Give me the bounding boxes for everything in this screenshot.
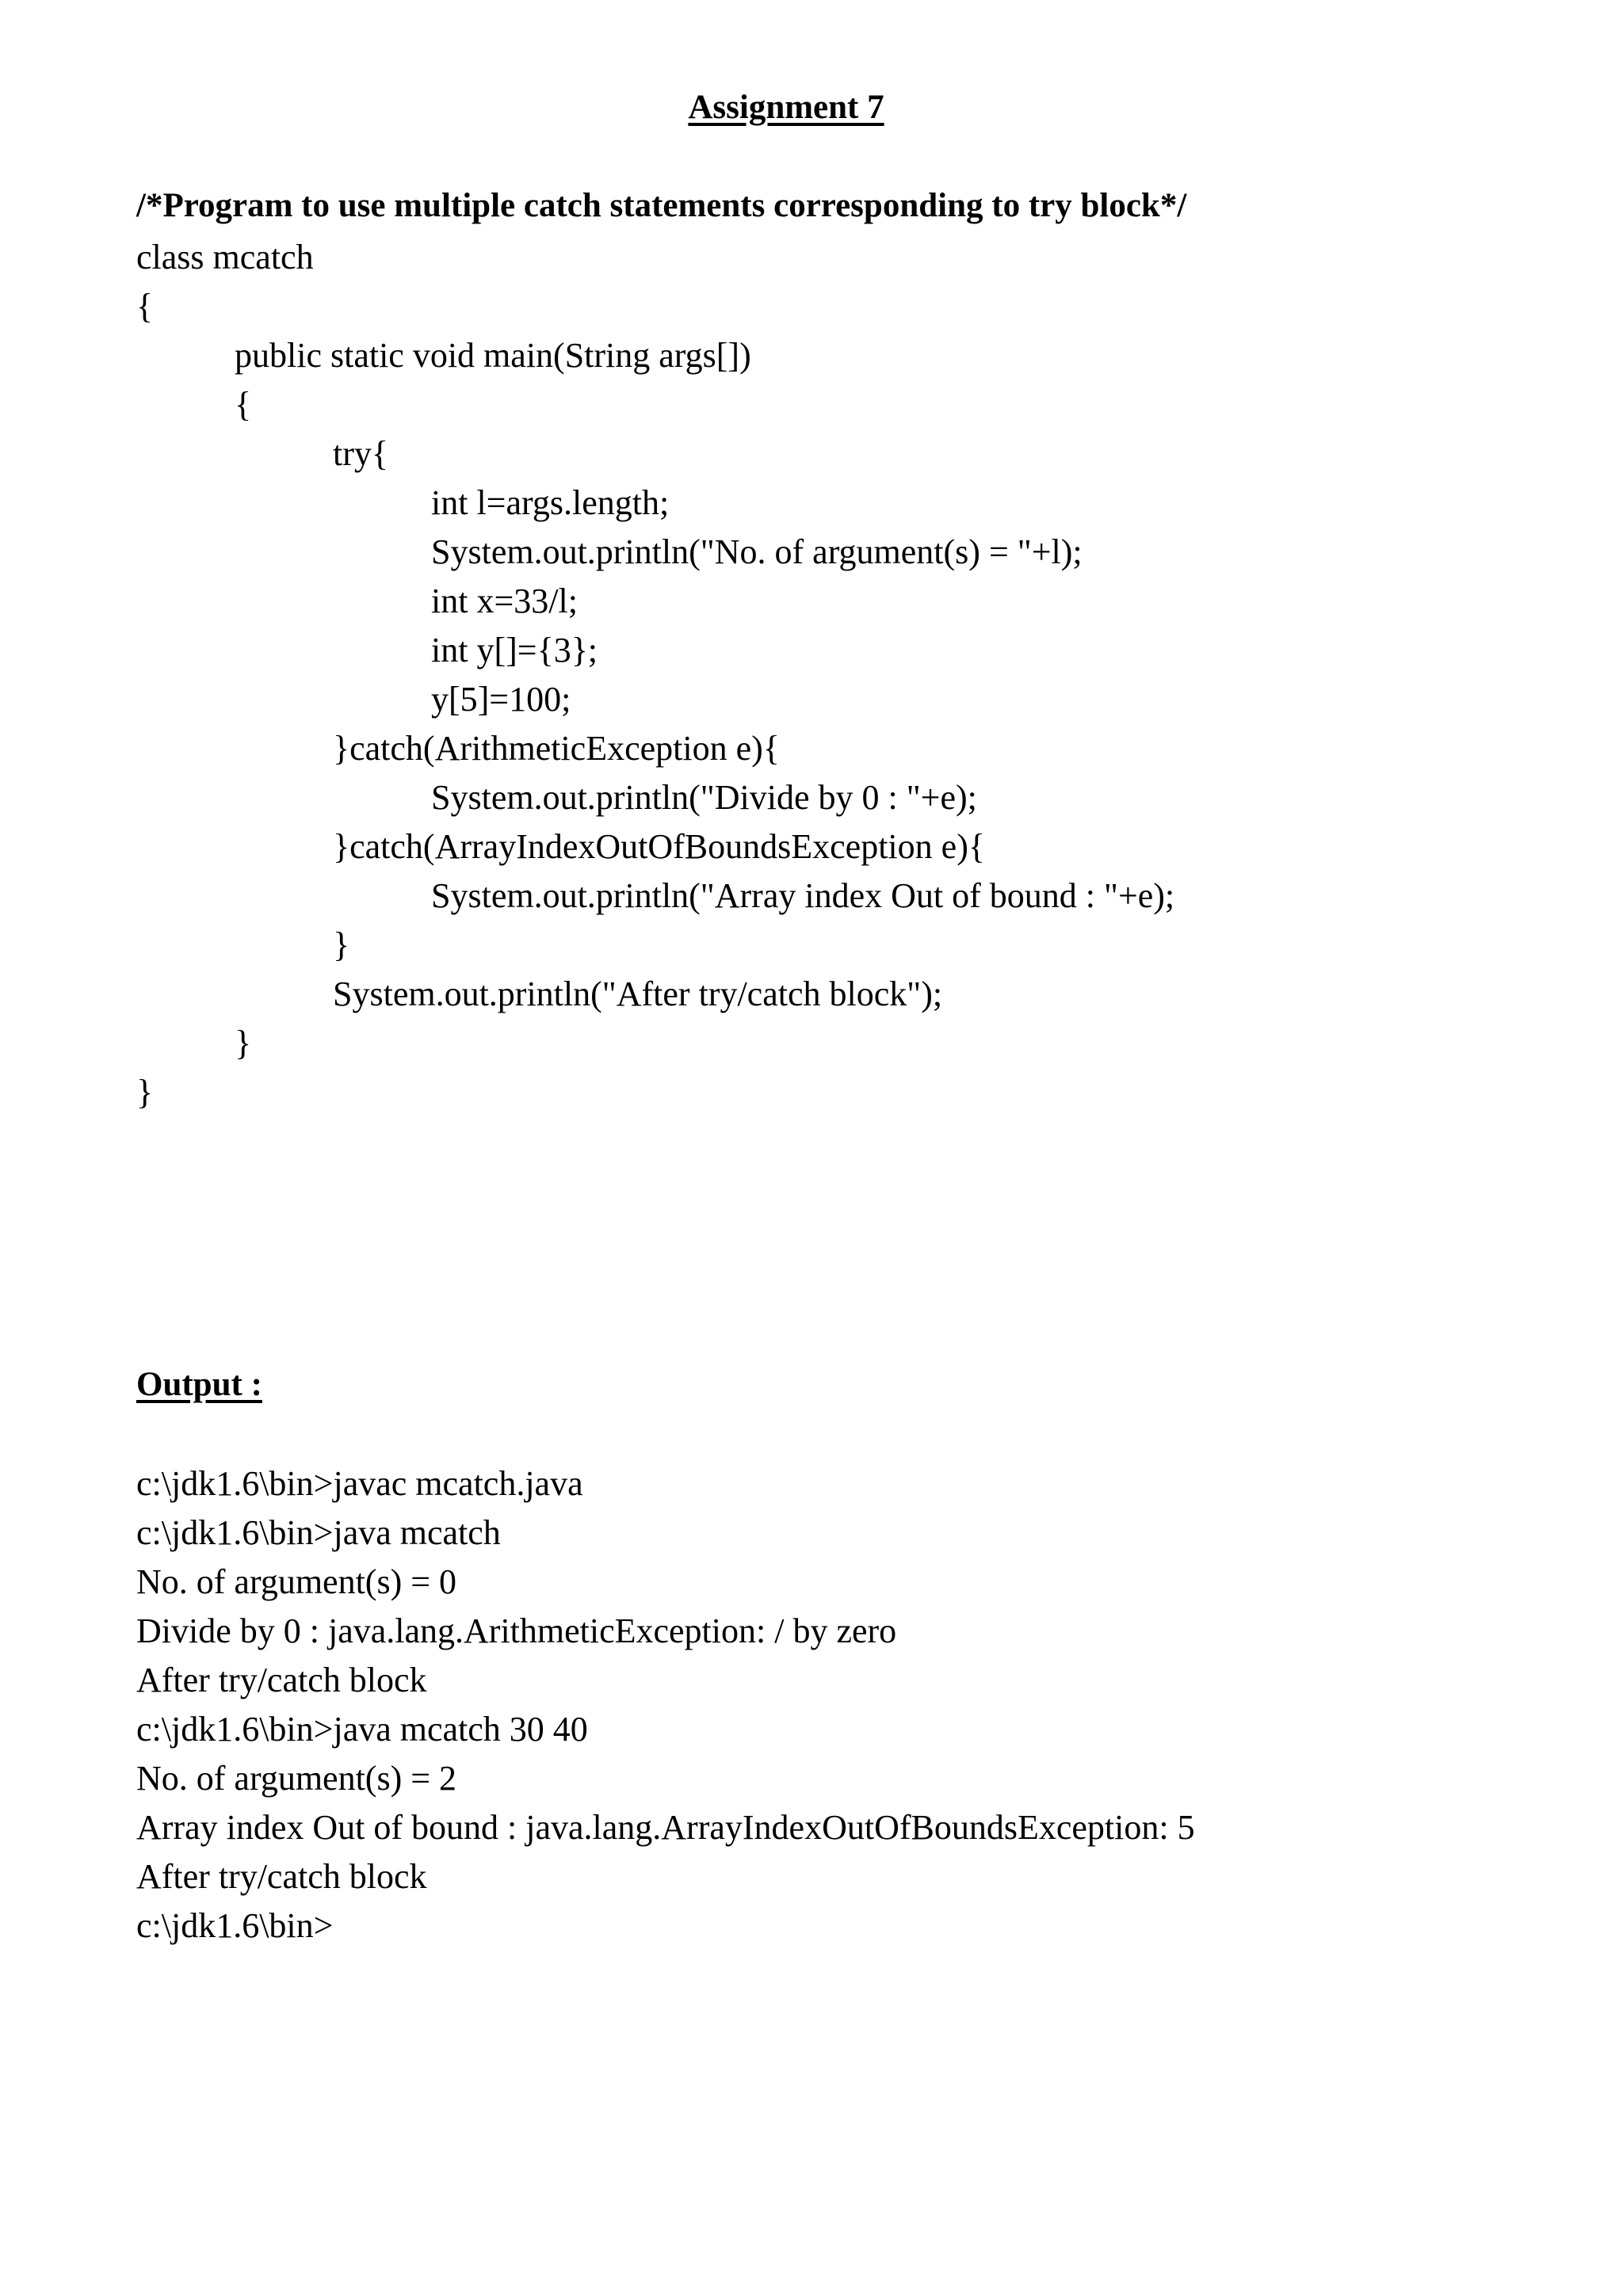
output-line: Divide by 0 : java.lang.ArithmeticException: / by zero xyxy=(136,1611,897,1650)
output-line: After try/catch block xyxy=(136,1857,427,1896)
code-listing xyxy=(136,233,1174,1117)
output-heading: Output : xyxy=(136,1366,262,1403)
code-line: try{ xyxy=(333,434,388,473)
code-line: System.out.println("Array index Out of bound : "+e); xyxy=(431,876,1175,915)
output-line: Array index Out of bound : java.lang.ArrayIndexOutOfBoundsException: 5 xyxy=(136,1808,1195,1847)
output-line: c:\jdk1.6\bin>javac mcatch.java xyxy=(136,1464,583,1503)
output-line: c:\jdk1.6\bin>java mcatch xyxy=(136,1513,501,1552)
code-line: int x=33/l; xyxy=(431,582,578,620)
code-line: } xyxy=(333,925,350,964)
code-line: { xyxy=(235,385,252,424)
page-title: Assignment 7 xyxy=(688,89,884,126)
code-line: int l=args.length; xyxy=(431,483,670,522)
code-line: } xyxy=(235,1024,252,1062)
code-line: }catch(ArrayIndexOutOfBoundsException e){ xyxy=(333,827,985,866)
code-line: public static void main(String args[]) xyxy=(235,336,751,375)
program-description-comment: /*Program to use multiple catch statements corresponding to try block*/ xyxy=(136,187,1187,224)
code-line: System.out.println("Divide by 0 : "+e); xyxy=(431,778,977,817)
code-line: y[5]=100; xyxy=(431,680,571,719)
code-line: class mcatch xyxy=(136,238,314,277)
output-line: After try/catch block xyxy=(136,1661,427,1699)
code-line: { xyxy=(136,287,154,326)
code-line: System.out.println("No. of argument(s) = "+l); xyxy=(431,532,1083,571)
output-line: No. of argument(s) = 0 xyxy=(136,1562,457,1601)
console-output xyxy=(136,1459,1195,1951)
code-line: System.out.println("After try/catch block"); xyxy=(333,974,943,1013)
code-line: }catch(ArithmeticException e){ xyxy=(333,729,780,768)
output-line: c:\jdk1.6\bin>java mcatch 30 40 xyxy=(136,1710,588,1749)
output-line: c:\jdk1.6\bin> xyxy=(136,1906,334,1945)
code-line: int y[]={3}; xyxy=(431,631,598,669)
code-line: } xyxy=(136,1073,154,1112)
output-line: No. of argument(s) = 2 xyxy=(136,1759,457,1798)
